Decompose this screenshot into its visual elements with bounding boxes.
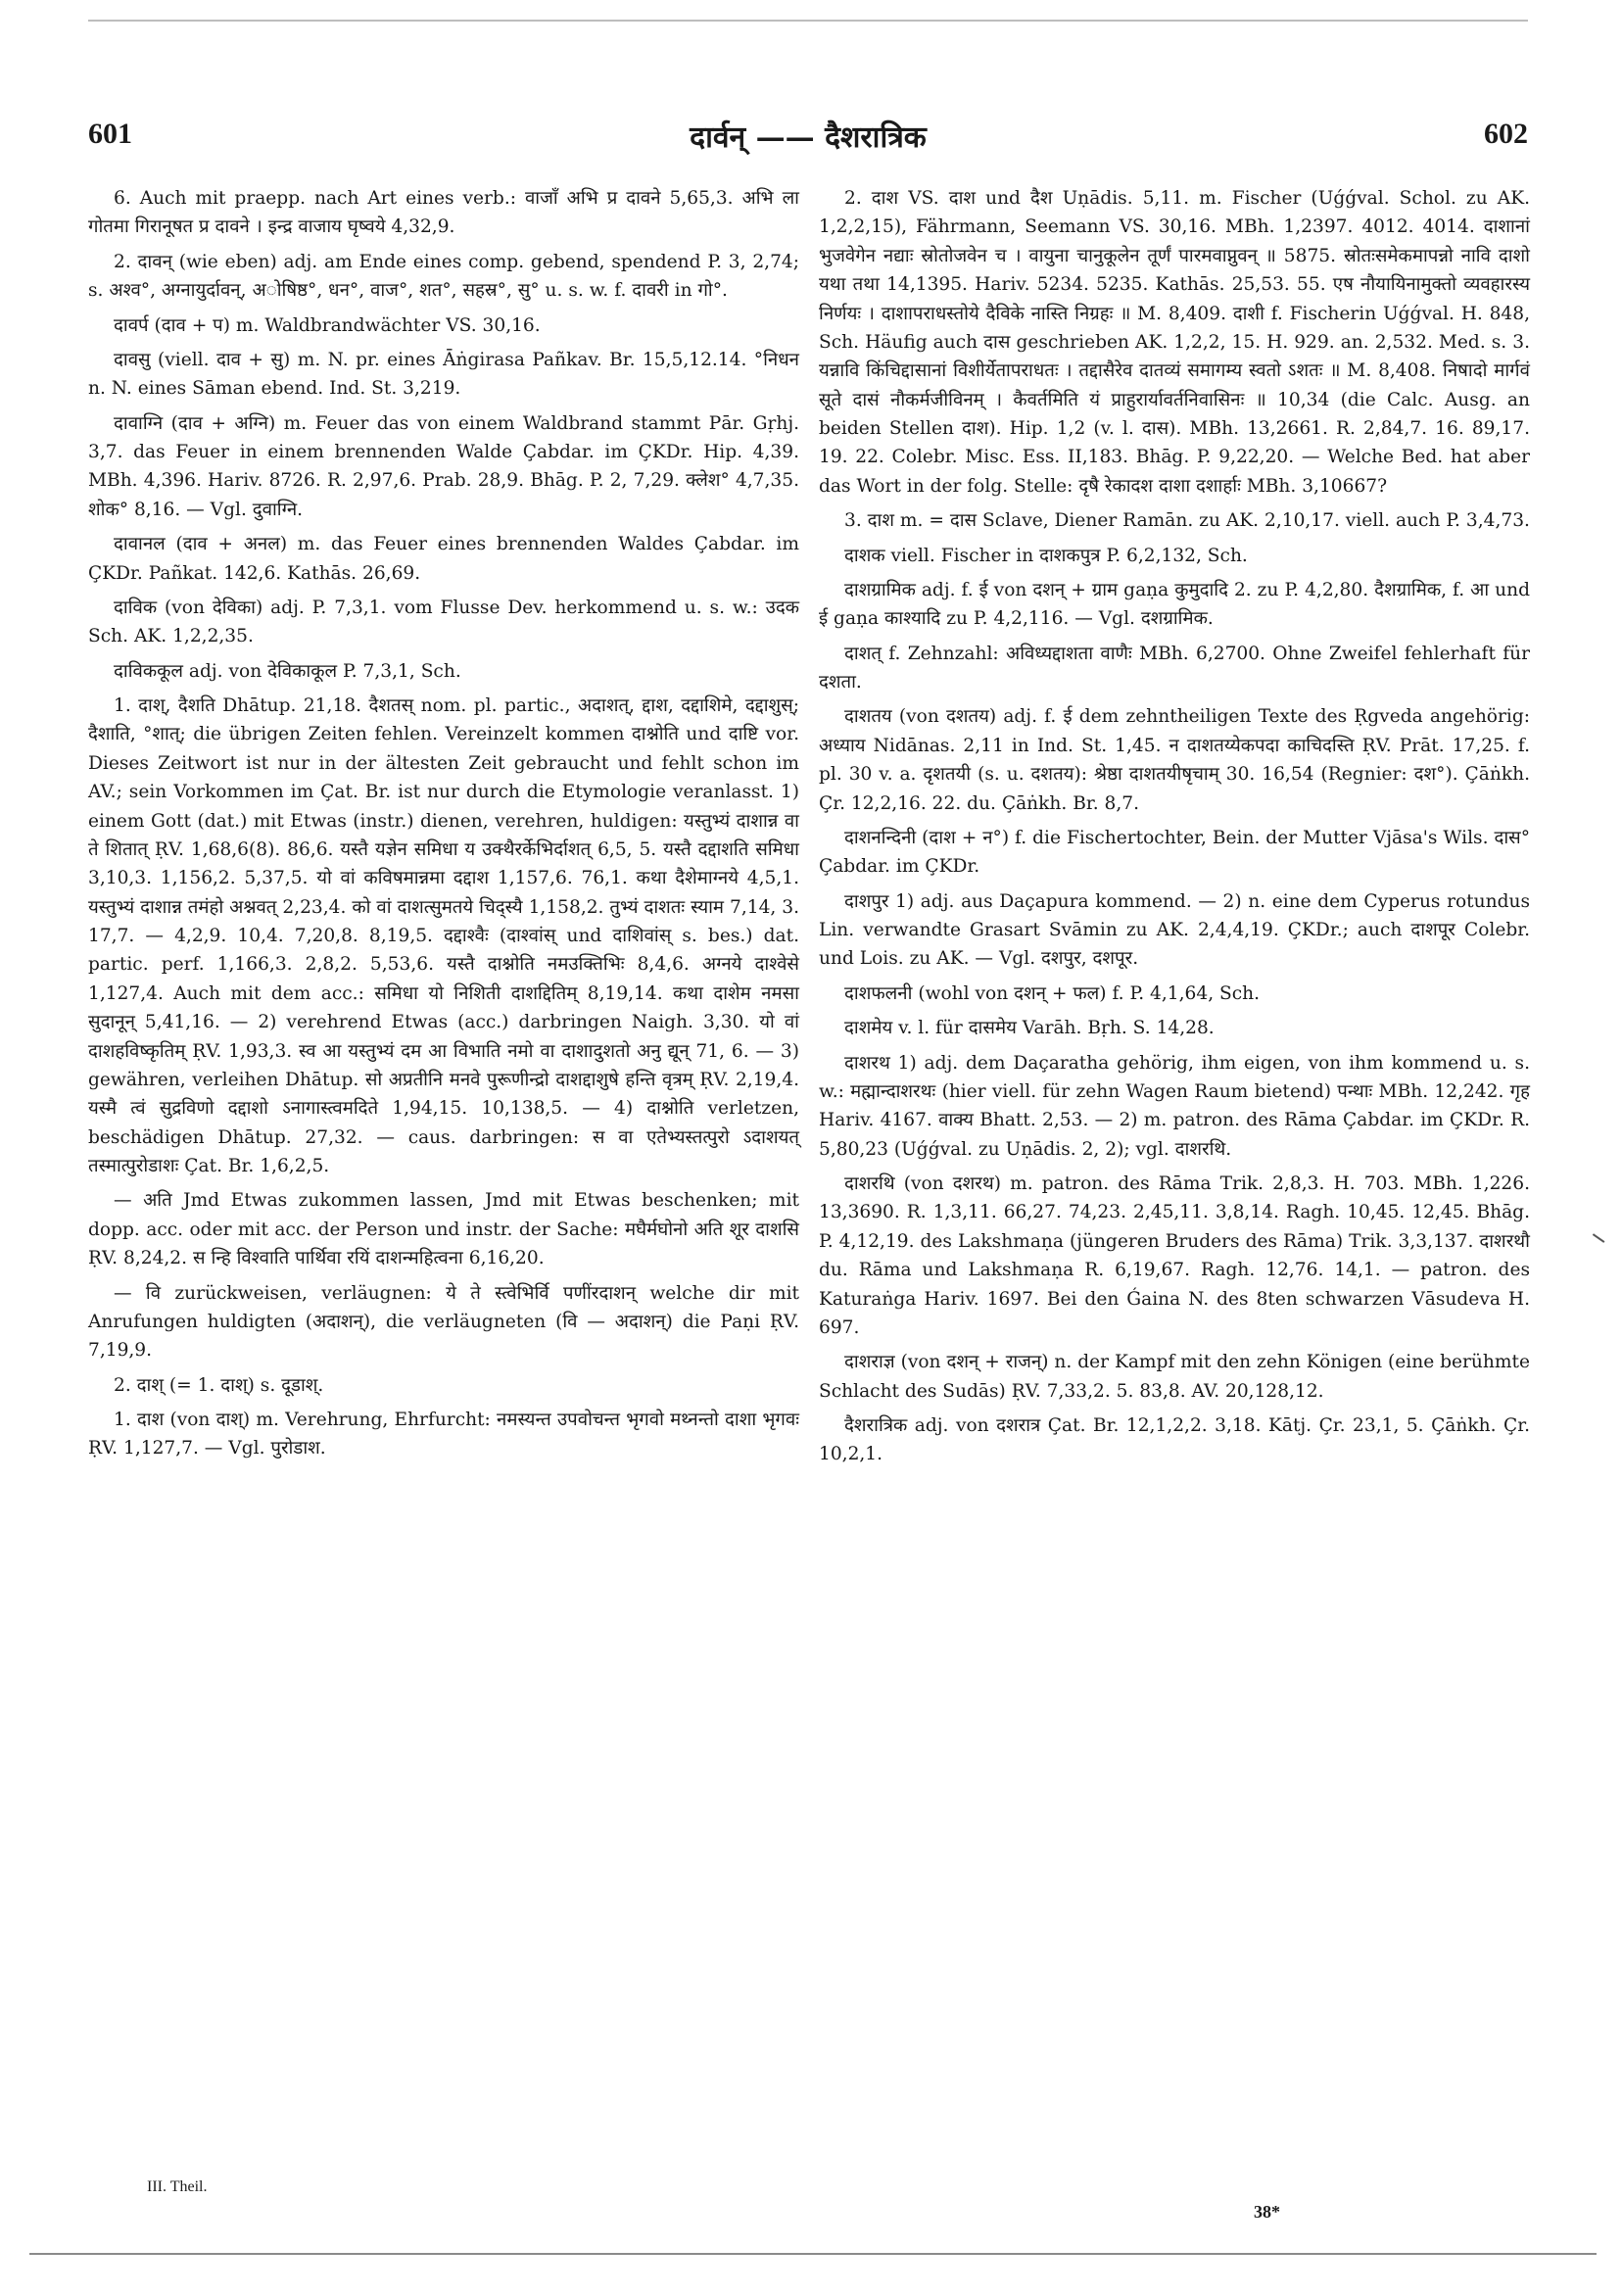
dictionary-entry: — अति Jmd Etwas zukommen lassen, Jmd mit Etwas beschenken; mit dopp. acc. oder mit acc. der Person und instr. der Sache: मघैर्मघोनो अति शूर दाशसि ṚV. 8,24,2. स न्हि विश्वाति पार्थिवा रयिं दाशन्महित्वना 6,16,20. <box>88 1190 799 1269</box>
dictionary-entry: दाशराज्ञ (von दशन् + राजन्) n. der Kampf mit den zehn Königen (eine berühmte Schlacht des Sudās) ṚV. 7,33,2. 5. 83,8. AV. 20,128,12. <box>819 1352 1530 1402</box>
dictionary-entry: 1. दाश (von दाश्) m. Verehrung, Ehrfurcht: नमस्यन्त उपवोचन्त भृगवो मथ्नन्तो दाशा भृगवः ṚV. 1,127,7. — Vgl. पुरोडाश. <box>88 1410 799 1459</box>
dictionary-entry: दाशक viell. Fischer in दाशकपुत्र P. 6,2,132, Sch. <box>844 545 1248 566</box>
dictionary-entry: दाशरथि (von दशरथ) m. patron. des Rāma Trik. 2,8,3. H. 703. MBh. 1,226. 13,3690. R. 1,3,11. 66,27. 74,23. 2,45,11. 3,8,14. Ragh. 10,45. 12,45. Bhāg. P. 4,12,19. des Lakshmaṇa (jüngeren Bruders des Rāma) Trik. 3,3,137. दाशरथौ du. Rāma und Lakshmaṇa R. 6,19,67. Ragh. 12,76. 14,1. — patron. des Katuraṅga Hariv. 1697. Bei den Ǵaina N. des 8ten schwarzen Vāsudeva H. 697. <box>819 1173 1530 1338</box>
left-column <box>88 184 799 1469</box>
dictionary-entry: 2. दाश VS. दाश und दैश Uṇādis. 5,11. m. Fischer (Uǵǵval. Schol. zu AK. 1,2,2,15), Fährmann, Seemann VS. 30,16. MBh. 1,2397. 4012. 4014. दाशानां भुजवेगेन नद्याः स्रोतोजवेन च । वायुना चानुकूलेन तूर्णं पारमवाप्नुवन् ॥ 5875. स्रोतःसमेकमापन्नो नावि दाशो यथा तथा 14,1395. Hariv. 5234. 5235. Kathās. 25,53. 55. एष नौयायिनामुक्तो व्यवहारस्य निर्णयः । दाशापराधस्तोये दैविके नास्ति निग्रहः ॥ M. 8,409. दाशी f. Fischerin Uǵǵval. H. 848, Sch. Häufig auch दास geschrieben AK. 1,2,2, 15. H. 929. an. 2,532. Med. s. 3. यन्नावि किंचिद्दासानां विशीर्येतापराधतः । तद्दासैरेव दातव्यं समागम्य स्वतो ऽशतः ॥ M. 8,408. निषादो मार्गवं सूते दासं नौकर्मजीविनम् । कैवर्तमिति यं प्राहुरार्यावर्तनिवासिनः ॥ 10,34 (die Calc. Ausg. an beiden Stellen दाश). Hip. 1,2 (v. l. दास). MBh. 13,2661. R. 2,84,7. 16. 89,17. 19. 22. Colebr. Misc. Ess. II,183. Bhāg. P. 9,22,20. — Welche Bed. hat aber das Wort in der folg. Stelle: दृषै रेकादश दाशा दशार्हाः MBh. 3,10667? <box>819 188 1530 497</box>
dictionary-entry: दावसु (viell. दाव + सु) m. N. pr. eines Āṅgirasa Pañkav. Br. 15,5,12.14. °निधन n. N. eines Sāman ebend. Ind. St. 3,219. <box>88 349 799 400</box>
dictionary-entry: 1. दाश्, दैशति Dhātup. 21,18. दैशतस् nom. pl. partic., अदाशत्, द्दाश, दद्दाशिमे, दद्दाशुस्; दैशाति, °शात्; die übrigen Zeiten fehlen. Vereinzelt kommen दाश्नोति und दाष्टि vor. Dieses Zeitwort ist nur in der ältesten Zeit gebraucht und fehlt schon im AV.; sein Vorkommen im Çat. Br. ist nur durch die Etymologie veranlasst. 1) einem Gott (dat.) mit Etwas (instr.) dienen, verehren, huldigen: यस्तुभ्यं दाशान्न वा ते शितात् ṚV. 1,68,6(8). 86,6. यस्तै यज्ञेन समिधा य उक्थैरर्केभिर्दाशत् 6,5, 5. यस्तै दद्दाशति समिधा 3,10,3. 1,156,2. 5,37,5. यो वां कविषमान्नमा दद्दाश 1,157,6. 76,1. कथा दैशेमाग्नये 4,5,1. यस्तुभ्यं दाशान्न तमंहो अश्नवत् 2,23,4. को वां दाशत्सुमतये चिद्स्यै 1,158,2. तुभ्यं दाशतः स्याम 7,14, 3. 17,7. — 4,2,9. 10,4. 7,20,8. 8,19,5. दद्दाश्वैः (दाश्वांस् und दाशिवांस् s. bes.) dat. partic. perf. 1,166,3. 2,8,2. 5,53,6. यस्तै दाश्नोति नमउक्तिभिः 8,4,6. अग्नये दाश्वेसे 1,127,4. Auch mit dem acc.: समिधा यो निशिती दाशद्दितिम् 8,19,14. कथा दाशेम नमसा सुदानून् 5,41,16. — 2) verehrend Etwas (acc.) darbringen Naigh. 3,30. यो वां दाशहविष्कृतिम् ṚV. 1,93,3. स्व आ यस्तुभ्यं दम आ विभाति नमो वा दाशादुशतो अनु द्यून् 71, 6. — 3) gewähren, verleihen Dhātup. सो अप्रतीनि मनवे पुरूणीन्द्रो दाशद्दाशुषे हन्ति वृत्रम् ṚV. 2,19,4. यस्मै त्वं सुद्रविणो दद्दाशो ऽनागास्त्वमदिते 1,94,15. 10,138,5. — 4) दाश्नोति verletzen, beschädigen Dhātup. 27,32. — caus. darbringen: स वा एतेभ्यस्तत्पुरो ऽदाशयत् तस्मात्पुरोडाशः Çat. Br. 1,6,2,5. <box>88 695 799 1176</box>
dictionary-entry: दाशग्रामिक adj. f. ई von दशन् + ग्राम gaṇa कुमुदादि 2. zu P. 4,2,80. दैशग्रामिक, f. आ und ई gaṇa काश्यादि zu P. 4,2,116. — Vgl. दशग्रामिक. <box>819 579 1530 630</box>
dictionary-entry: 2. दावन् (wie eben) adj. am Ende eines comp. gebend, spendend P. 3, 2,74; s. अश्व°, अग्नायुर्दावन्, अोषिष्ठ°, धन°, वाज°, शत°, सहस्र°, सु° u. s. w. f. दावरी in गो°. <box>88 251 799 302</box>
dictionary-entry: दाशनन्दिनी (दाश + न°) f. die Fischertochter, Bein. der Mutter Vjāsa's Wils. दास° Çabdar. im ÇKDr. <box>819 827 1530 878</box>
dictionary-entry: दाविक (von देविका) adj. P. 7,3,1. vom Flusse Dev. herkommend u. s. w.: उदक Sch. AK. 1,2,2,35. <box>88 597 799 647</box>
dictionary-entry: दावानल (दाव + अनल) m. das Feuer eines brennenden Waldes Çabdar. im ÇKDr. Pañkat. 142,6. Kathās. 26,69. <box>88 534 799 584</box>
dictionary-entry: दाशरथ 1) adj. dem Daçaratha gehörig, ihm eigen, von ihm kommend u. s. w.: मह्मान्दाशरथः (hier viell. für zehn Wagen Raum bietend) पन्थाः MBh. 12,242. गृह Hariv. 4167. वाक्य Bhatt. 2,53. — 2) m. patron. des Rāma Çabdar. im ÇKDr. R. 5,80,23 (Uǵǵval. zu Uṇādis. 2, 2); vgl. दाशरथि. <box>819 1052 1530 1160</box>
page-number-right: 602 <box>1484 118 1528 150</box>
dictionary-entry: दाशत् f. Zehnzahl: अविध्यद्दाशता वाणैः MBh. 6,2700. Ohne Zweifel fehlerhaft für दशता. <box>819 643 1530 693</box>
bottom-rule <box>29 2253 1597 2255</box>
running-head: दार्वन् —— दैशरात्रिक <box>690 120 927 155</box>
part-label: III. Theil. <box>147 2178 208 2195</box>
dictionary-entry: दाशफलनी (wohl von दशन् + फल) f. P. 4,1,64, Sch. <box>844 982 1261 1004</box>
dictionary-entry: दैशरात्रिक adj. von दशरात्र Çat. Br. 12,1,2,2. 3,18. Kātj. Çr. 23,1, 5. Çāṅkh. Çr. 10,2,1. <box>819 1415 1530 1465</box>
page-number-left: 601 <box>88 118 132 150</box>
dictionary-entry: दाशपुर 1) adj. aus Daçapura kommend. — 2) n. eine dem Cyperus rotundus Lin. verwandte Grasart Svāmin zu AK. 2,4,4,19. ÇKDr.; auch दाशपूर Colebr. und Lois. zu AK. — Vgl. दशपुर, दशपूर. <box>819 890 1530 970</box>
right-column <box>819 184 1530 1475</box>
dictionary-entry: दाविककूल adj. von देविकाकूल P. 7,3,1, Sch. <box>114 660 461 682</box>
dictionary-entry: दावर्प (दाव + प) m. Waldbrandwächter VS. 30,16. <box>114 314 541 336</box>
page-header <box>88 118 1528 167</box>
dictionary-entry: दाशतय (von दशतय) adj. f. ई dem zehntheiligen Texte des Ṛgveda angehörig: अध्याय Nidānas. 2,11 in Ind. St. 1,45. न दाशतय्येकपदा काचिदस्ति ṚV. Prāt. 17,25. f. pl. 30 v. a. दृशतयी (s. u. दशतय): श्रेष्ठा दाशतयीषृचाम् 30. 16,54 (Regnier: दश°). Çāṅkh. Çr. 12,2,16. 22. du. Çāṅkh. Br. 8,7. <box>819 706 1530 814</box>
dictionary-entry: दाशमेय v. l. für दासमेय Varāh. Bṛh. S. 14,28. <box>844 1018 1215 1039</box>
top-rule <box>88 20 1528 22</box>
dictionary-entry: 3. दाश m. = दास Sclave, Diener Ramān. zu AK. 2,10,17. viell. auch P. 3,4,73. <box>844 510 1530 532</box>
dictionary-entry: दावाग्नि (दाव + अग्नि) m. Feuer das von einem Waldbrand stammt Pār. Gṛhj. 3,7. das Feuer in einem brennenden Walde Çabdar. im ÇKDr. Hip. 4,39. MBh. 4,396. Hariv. 8726. R. 2,97,6. Prab. 28,9. Bhāg. P. 2, 7,29. क्लेश° 4,7,35. शोक° 8,16. — Vgl. दुवाग्नि. <box>88 412 799 520</box>
dictionary-entry: 2. दाश् (= 1. दाश्) s. दूडाश्. <box>114 1374 324 1396</box>
dictionary-entry: — वि zurückweisen, verläugnen: ये ते स्त्वेभिर्वि पणींरदाशन् welche dir mit Anrufungen huldigten (अदाशन्), die verläugneten (वि — अदाशन्) die Paṇi ṚV. 7,19,9. <box>88 1282 799 1362</box>
dictionary-entry: 6. Auch mit praepp. nach Art eines verb.: वाजाँ अभि प्र दावने 5,65,3. अभि ला गोतमा गिरानूषत प्र दावने । इन्द्र वाजाय घृष्वये 4,32,9. <box>88 188 799 238</box>
margin-mark <box>1593 1225 1610 1243</box>
signature-mark: 38* <box>1254 2202 1280 2222</box>
